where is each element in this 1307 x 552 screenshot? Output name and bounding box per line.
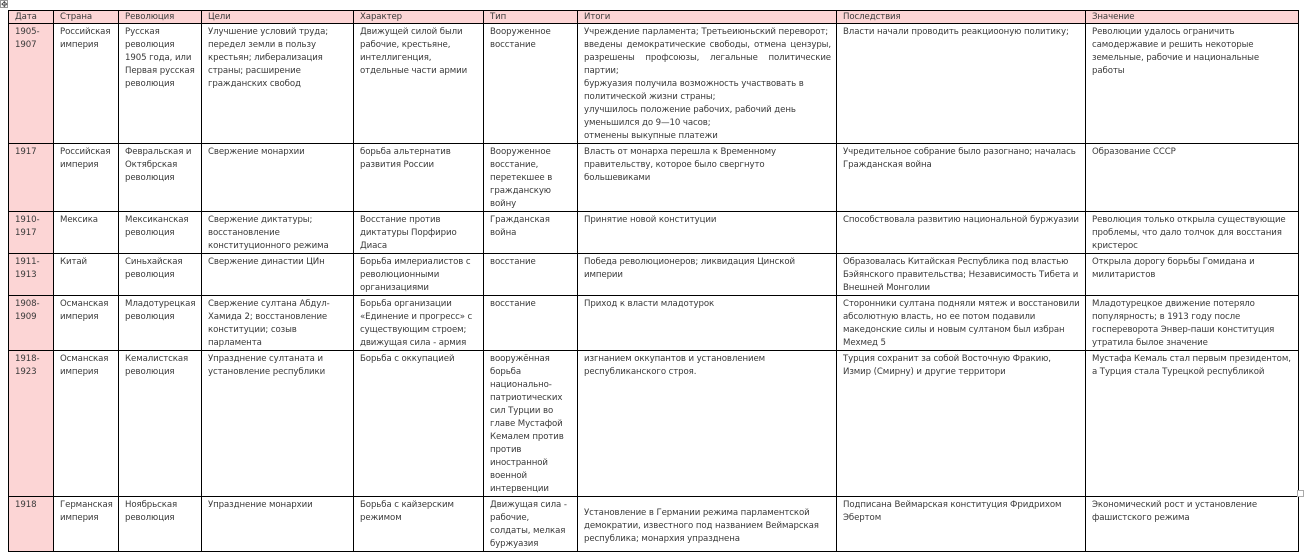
cell-date[interactable]: 1918 — [9, 497, 54, 552]
cell-revolution[interactable]: Мексиканская революция — [119, 212, 202, 254]
header-cell-consequences[interactable]: Последствия — [837, 11, 1086, 24]
cell-consequences[interactable]: Подписана Веймарская конституция Фридрихом Эбертом — [837, 497, 1086, 552]
table-resize-handle-icon[interactable] — [1297, 490, 1304, 497]
cell-character[interactable]: Борьба имлериалистов с революционными организациями — [354, 254, 484, 296]
header-cell-country[interactable]: Страна — [54, 11, 119, 24]
cell-significance[interactable]: Революция только открыла существующие проблемы, что дало толчок для восстания кристерос — [1086, 212, 1299, 254]
cell-consequences[interactable]: Способствовала развитию национальной буржуазии — [837, 212, 1086, 254]
table-row — [9, 254, 1299, 296]
cell-character[interactable]: Борьба с кайзерским режимом — [354, 497, 484, 552]
cell-goals[interactable]: Свержение султана Абдул-Хамида 2; восстановление конституции; созыв парламента — [202, 296, 354, 351]
cell-goals[interactable]: Свержение монархии — [202, 144, 354, 212]
cell-results[interactable]: Победа революционеров; ликвидация Цинской империи — [578, 254, 837, 296]
result-line: буржуазия получила возможность участвовать в политической жизни страны; — [584, 79, 804, 102]
table-row — [9, 212, 1299, 254]
cell-character[interactable]: Восстание против диктатуры Порфирио Диаса — [354, 212, 484, 254]
cell-country[interactable]: Османская империя — [54, 351, 119, 497]
cell-type[interactable]: Вооруженное восстание — [484, 24, 578, 144]
cell-character[interactable]: борьба альтернатив развития России — [354, 144, 484, 212]
cell-significance[interactable]: Революции удалось ограничить самодержавие и решить некоторые земельные, рабочие и национальные работы — [1086, 24, 1299, 144]
header-cell-results[interactable]: Итоги — [578, 11, 837, 24]
table-row — [9, 296, 1299, 351]
header-cell-type[interactable]: Тип — [484, 11, 578, 24]
cell-character[interactable]: Движущей силой были рабочие, крестьяне, интеллигенция, отдельные части армии — [354, 24, 484, 144]
cell-country[interactable]: Германская империя — [54, 497, 119, 552]
cell-consequences[interactable]: Образовалась Китайская Республика под властью Бэйянского правительства; Независимость Тибета и Внешней Монголии — [837, 254, 1086, 296]
cell-revolution[interactable]: Ноябрьская революция — [119, 497, 202, 552]
cell-results[interactable]: Власть от монарха перешла к Временному правительству, которое было свергнуто большевиками — [578, 144, 837, 212]
cell-consequences[interactable]: Учредительное собрание было разогнано; началась Гражданская война — [837, 144, 1086, 212]
cell-country[interactable]: Османская империя — [54, 296, 119, 351]
cell-revolution[interactable]: Февральская и Октябрская революция — [119, 144, 202, 212]
cell-significance[interactable]: Мустафа Кемаль стал первым президентом, а Турция стала Турецкой республикой — [1086, 351, 1299, 497]
cell-country[interactable]: Мексика — [54, 212, 119, 254]
cell-date[interactable]: 1918-1923 — [9, 351, 54, 497]
cell-significance[interactable]: Младотурецкое движение потеряло популярность; в 1913 году после госпереворота Энвер-паши конституция утратила былое значение — [1086, 296, 1299, 351]
cell-character[interactable]: Борьба организации «Единение и прогресс» с существующим строем; движущая сила - армия — [354, 296, 484, 351]
result-line: введены демократические свободы, отмена цензуры, разрешены профсоюзы, легальные политические партии; — [584, 40, 831, 76]
cell-significance[interactable]: Образование СССР — [1086, 144, 1299, 212]
cell-type[interactable]: Гражданская война — [484, 212, 578, 254]
cell-results[interactable] — [578, 24, 837, 144]
cell-consequences[interactable]: Сторонники султана подняли мятеж и восстановили абсолютную власть, но ее потом подавили македонские силы и новым султаном был избран Мехмед 5 — [837, 296, 1086, 351]
table-move-handle-icon[interactable]: ✥ — [1, 0, 8, 9]
cell-significance[interactable]: Открыла дорогу борьбы Гомидана и милитаристов — [1086, 254, 1299, 296]
cell-date[interactable]: 1911-1913 — [9, 254, 54, 296]
cell-type[interactable]: восстание — [484, 254, 578, 296]
cell-results[interactable]: Приход к власти младотурок — [578, 296, 837, 351]
header-cell-character[interactable]: Характер — [354, 11, 484, 24]
cell-character[interactable]: Борьба с оккупацией — [354, 351, 484, 497]
cell-goals[interactable]: Свержение династии ЦИн — [202, 254, 354, 296]
cell-country[interactable]: Российская империя — [54, 24, 119, 144]
result-line: улучшилось положение рабочих, рабочий день уменьшился до 9—10 часов; — [584, 105, 796, 128]
result-line: Учреждение парламента; Третьеиюньский переворот; — [584, 27, 829, 37]
cell-revolution[interactable]: Синьхайская революция — [119, 254, 202, 296]
table-row — [9, 351, 1299, 497]
cell-consequences[interactable]: Турция сохранит за собой Восточную Фракию, Измир (Смирну) и другие территори — [837, 351, 1086, 497]
cell-goals[interactable]: Улучшение условий труда; передел земли в пользу крестьян; либерализация страны; расширение гражданских свобод — [202, 24, 354, 144]
revolutions-table — [8, 10, 1299, 552]
table-header-row — [9, 11, 1299, 24]
cell-date[interactable]: 1905-1907 — [9, 24, 54, 144]
header-cell-goals[interactable]: Цели — [202, 11, 354, 24]
cell-country[interactable]: Российская империя — [54, 144, 119, 212]
cell-type[interactable]: восстание — [484, 296, 578, 351]
table-row — [9, 144, 1299, 212]
header-cell-revolution[interactable]: Революция — [119, 11, 202, 24]
cell-country[interactable]: Китай — [54, 254, 119, 296]
header-cell-significance[interactable]: Значение — [1086, 11, 1299, 24]
cell-date[interactable]: 1908-1909 — [9, 296, 54, 351]
cell-results[interactable]: изгнанием оккупантов и установлением республиканского строя. — [578, 351, 837, 497]
cell-type[interactable]: Вооруженное восстание, перетекшее в гражданскую войну — [484, 144, 578, 212]
cell-type[interactable]: Движущая сила - рабочие, солдаты, мелкая буржуазия — [484, 497, 578, 552]
table-row — [9, 497, 1299, 552]
cell-goals[interactable]: Свержение диктатуры; восстановление конституционного режима — [202, 212, 354, 254]
cell-revolution[interactable]: Русская революция 1905 года, или Первая русская революция — [119, 24, 202, 144]
cell-date[interactable]: 1910-1917 — [9, 212, 54, 254]
cell-consequences[interactable]: Власти начали проводить реакциооную политику; — [837, 24, 1086, 144]
result-line: отменены выкупные платежи — [584, 131, 718, 141]
cell-type[interactable]: вооружённая борьба национально-патриотических сил Турции во главе Мустафой Кемалем против против иностранной военной интервенции — [484, 351, 578, 497]
cell-results[interactable]: Установление в Германии режима парламентской демократии, известного под названием Веймарская республика; монархия упразднена — [578, 497, 837, 552]
table-row — [9, 24, 1299, 144]
header-cell-date[interactable]: Дата — [9, 11, 54, 24]
cell-goals[interactable]: Упразднение султаната и установление республики — [202, 351, 354, 497]
cell-date[interactable]: 1917 — [9, 144, 54, 212]
cell-significance[interactable]: Экономический рост и установление фашистского режима — [1086, 497, 1299, 552]
cell-results[interactable]: Принятие новой конституции — [578, 212, 837, 254]
cell-revolution[interactable]: Младотурецкая революция — [119, 296, 202, 351]
cell-revolution[interactable]: Кемалистская революция — [119, 351, 202, 497]
cell-goals[interactable]: Упразднение монархии — [202, 497, 354, 552]
